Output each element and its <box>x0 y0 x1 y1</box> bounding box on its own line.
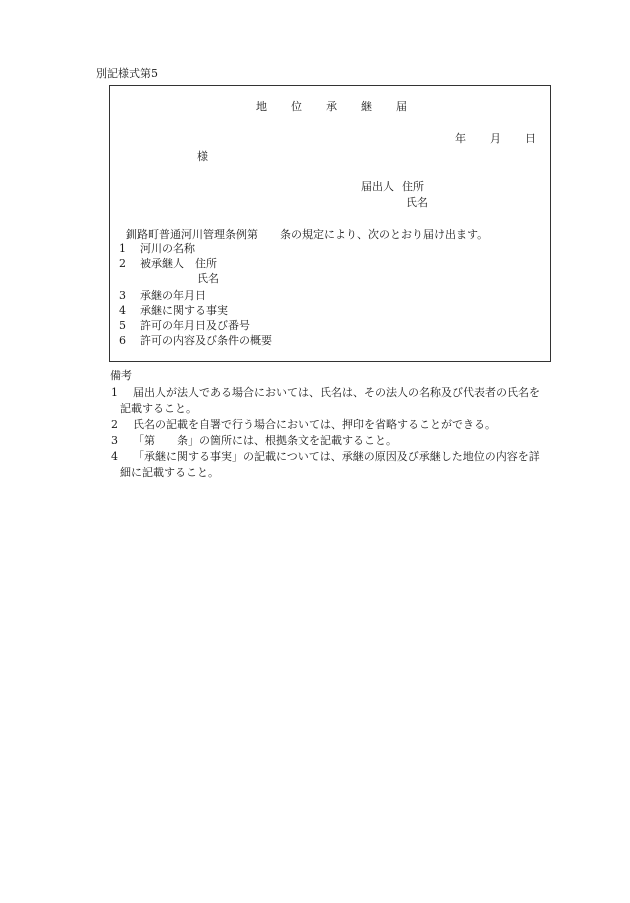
document-title <box>256 101 409 112</box>
list-item <box>119 320 250 331</box>
title-char: 位 <box>291 100 304 113</box>
statement-text: 釧路町普通河川管理条例第 条の規定により、次のとおり届け出ます。 <box>126 228 489 241</box>
list-item <box>119 290 206 301</box>
list-item <box>119 335 272 346</box>
remark-note <box>111 451 540 462</box>
note-number: 2 <box>111 418 118 431</box>
title-char: 継 <box>361 100 374 113</box>
date-day-label: 日 <box>525 132 536 145</box>
remarks-heading: 備考 <box>110 369 132 382</box>
note-text: 「承継に関する事実」の記載については、承継の原因及び承継した地位の内容を詳 <box>133 450 540 463</box>
item-number: 5 <box>119 319 126 332</box>
notifier-name-label: 氏名 <box>406 196 428 209</box>
date-month-label: 月 <box>490 132 501 145</box>
item-text: 承継の年月日 <box>140 289 206 302</box>
item-text: 河川の名称 <box>140 242 195 255</box>
note-number: 3 <box>111 434 118 447</box>
item-number: 1 <box>119 242 126 255</box>
note-continuation: 細に記載すること。 <box>120 466 219 479</box>
item-number: 3 <box>119 289 126 302</box>
note-number: 1 <box>111 386 118 399</box>
remark-note <box>111 435 397 446</box>
list-item <box>119 243 195 254</box>
remark-note <box>111 387 540 398</box>
note-text: 届出人が法人である場合においては、氏名は、その法人の名称及び代表者の氏名を <box>133 386 540 399</box>
date-line <box>455 133 536 144</box>
item-text: 許可の年月日及び番号 <box>140 319 250 332</box>
item-text: 承継に関する事実 <box>140 304 228 317</box>
item-number: 4 <box>119 304 126 317</box>
addressee-suffix: 様 <box>197 150 208 163</box>
title-char: 地 <box>256 100 269 113</box>
date-year-label: 年 <box>455 132 466 145</box>
notifier-address-label: 住所 <box>402 180 424 193</box>
notifier-label: 届出人 <box>361 180 394 193</box>
notifier-address-line <box>361 181 424 192</box>
note-text: 氏名の記載を自署で行う場合においては、押印を省略することができる。 <box>133 418 496 431</box>
note-text: 「第 条」の箇所には、根拠条文を記載すること。 <box>133 434 397 447</box>
remark-note <box>111 419 496 430</box>
list-item <box>119 258 217 269</box>
form-number-label: 別記様式第5 <box>96 67 158 80</box>
item-number: 6 <box>119 334 126 347</box>
item-number: 2 <box>119 257 126 270</box>
title-char: 承 <box>326 100 339 113</box>
list-item <box>119 305 228 316</box>
title-char: 届 <box>396 100 409 113</box>
item-text: 被承継人 住所 <box>140 257 217 270</box>
item-sub-text: 氏名 <box>197 272 219 285</box>
note-number: 4 <box>111 450 118 463</box>
item-text: 許可の内容及び条件の概要 <box>140 334 272 347</box>
note-continuation: 記載すること。 <box>120 402 197 415</box>
